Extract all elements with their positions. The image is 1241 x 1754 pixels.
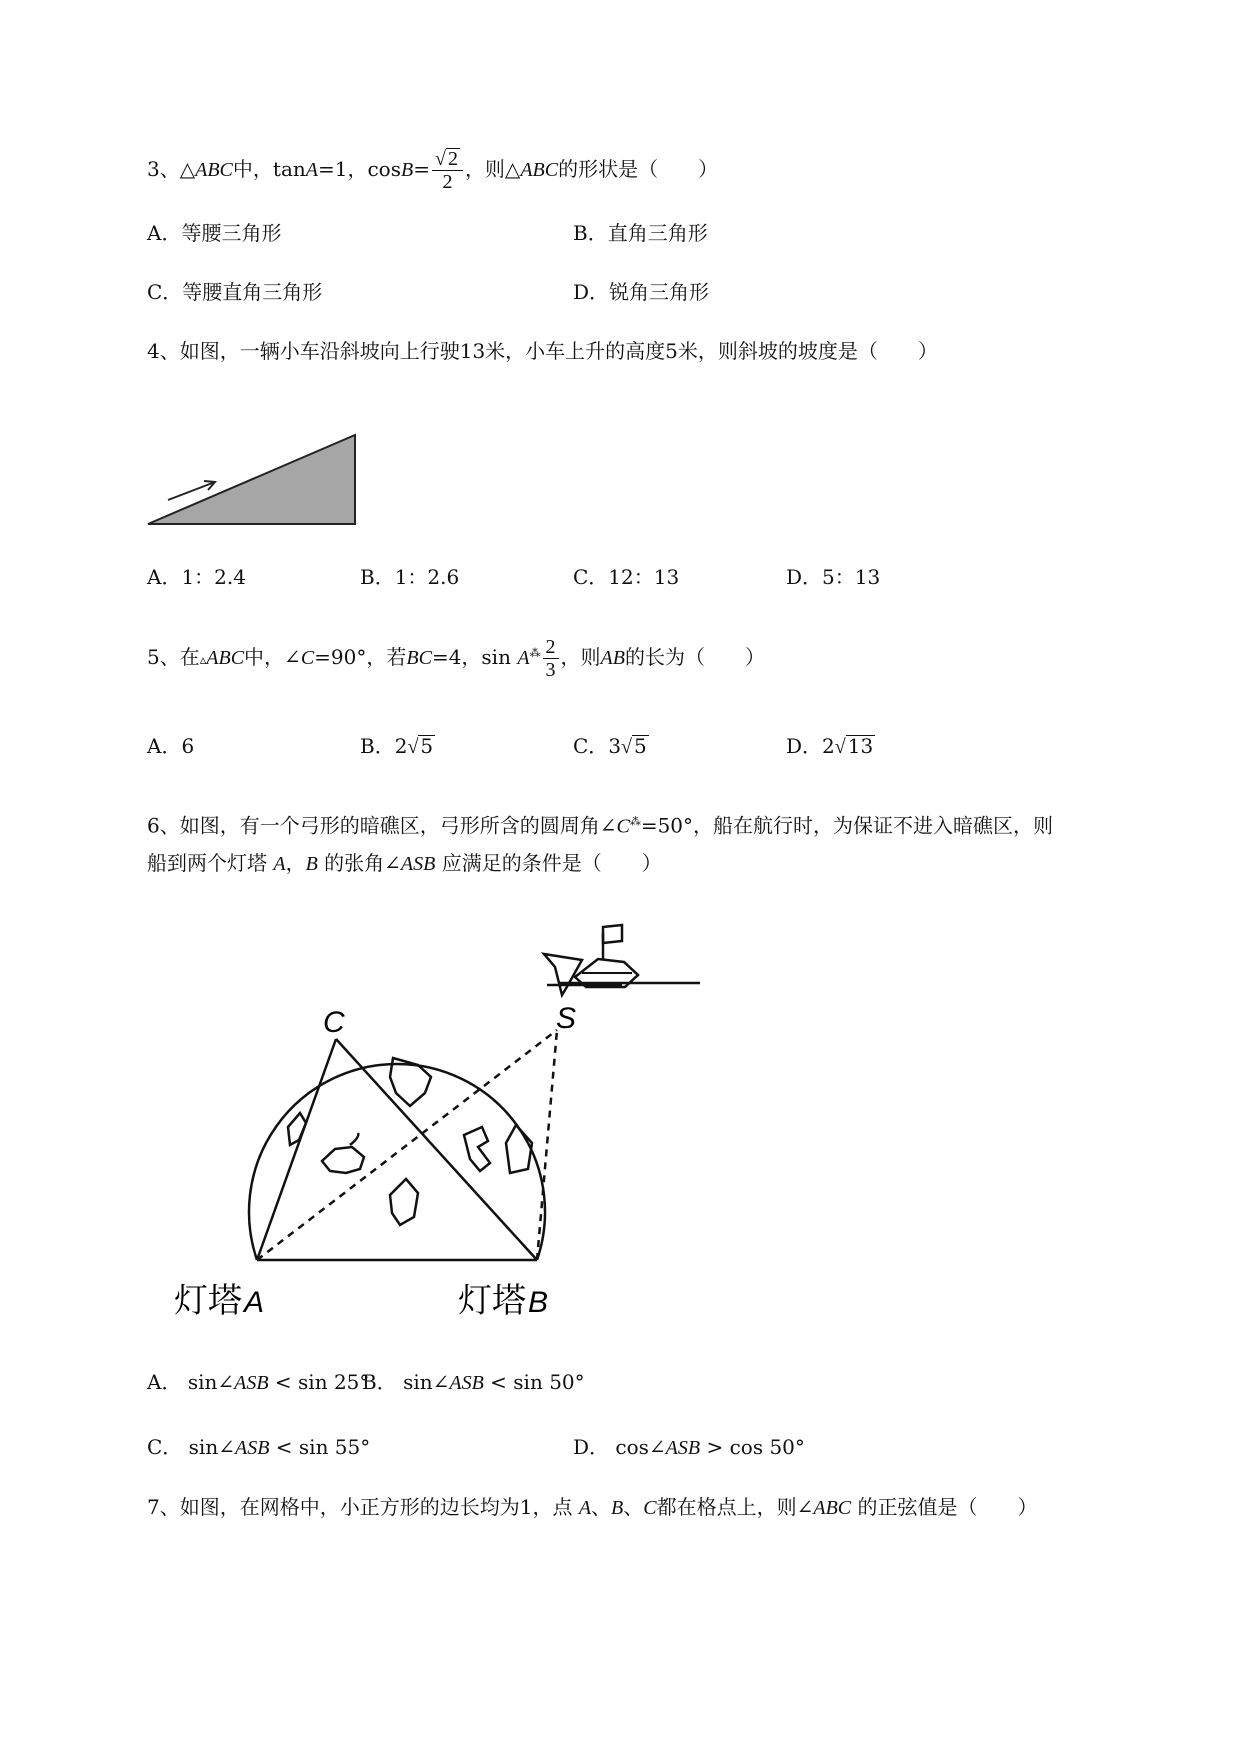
q4-option-b: B．1：2.6: [360, 565, 460, 589]
q5-option-a: A．6: [147, 734, 195, 758]
reef-rock-4: [464, 1127, 490, 1171]
q4-option-a: A．1：2.4: [147, 565, 246, 589]
reef-rock-3-crack: [350, 1133, 358, 1145]
reef-figure: [160, 915, 720, 1325]
question-5-stem: 5、在▵ABC中，∠C=90°，若BC=4，sin A⁂ $\frac{2}{3}$ ，则AB的长为（ ）: [147, 636, 765, 681]
q5-option-b: B．2√ 5: [360, 734, 434, 758]
label-s: S: [556, 1002, 577, 1035]
fraction-2-over-3: $\frac{2}{3}$: [543, 636, 559, 681]
q5-option-c: C．3√ 5: [573, 734, 647, 758]
q4-option-d: D．5：13: [786, 565, 881, 589]
fraction-sqrt2-over-2: $\frac{√ 2}{2}$: [432, 148, 463, 193]
reef-rock-5: [506, 1125, 532, 1173]
q4-option-c: C．12：13: [573, 565, 680, 589]
reef-rock-2: [288, 1113, 306, 1145]
label-lighthouse-a-cn: 灯塔: [174, 1282, 242, 1320]
label-lighthouse-b-cn: 灯塔: [458, 1282, 526, 1320]
line-ac: [257, 1039, 336, 1260]
dashed-line-sb: [537, 1030, 557, 1260]
question-7-stem: 7、如图，在网格中，小正方形的边长均为1，点 A、B、C都在格点上，则∠ABC 的正弦值是（ ）: [147, 1495, 1038, 1519]
q3-option-b: B．直角三角形: [573, 221, 708, 245]
q6-option-b: B． sin∠ASB < sin 50°: [362, 1370, 585, 1394]
reef-rock-3: [322, 1147, 364, 1173]
q6-option-d: D． cos∠ASB > cos 50°: [573, 1435, 805, 1459]
q5-option-d: D．2√ 13: [786, 734, 874, 758]
label-a: A: [244, 1286, 265, 1319]
ship-icon: [544, 925, 700, 995]
q6-option-c: C． sin∠ASB < sin 55°: [147, 1435, 371, 1459]
slope-triangle: [148, 435, 355, 524]
q3-option-d: D．锐角三角形: [573, 280, 710, 304]
label-c: C: [323, 1006, 345, 1039]
q3-option-c: C．等腰直角三角形: [147, 280, 323, 304]
q3-option-a: A．等腰三角形: [147, 221, 282, 245]
question-4-stem: 4、如图，一辆小车沿斜坡向上行驶13米，小车上升的高度5米，则斜坡的坡度是（ ）: [147, 339, 938, 363]
label-b: B: [528, 1286, 549, 1319]
q6-option-a: A． sin∠ASB < sin 25°: [147, 1370, 370, 1394]
question-6-line-1: 6、如图，有一个弓形的暗礁区，弓形所含的圆周角∠C⁂=50°，船在航行时，为保证不进入暗礁区，则: [147, 813, 1054, 838]
question-6-line-2: 船到两个灯塔 A，B 的张角∠ASB 应满足的条件是（ ）: [147, 851, 662, 875]
question-3-stem: 3、△ABC中，tanA=1，cosB= $\frac{√ 2}{2}$ ，则△ABC的形状是（ ）: [147, 148, 719, 193]
slope-figure: [140, 432, 370, 532]
reef-rock-6: [390, 1179, 418, 1225]
